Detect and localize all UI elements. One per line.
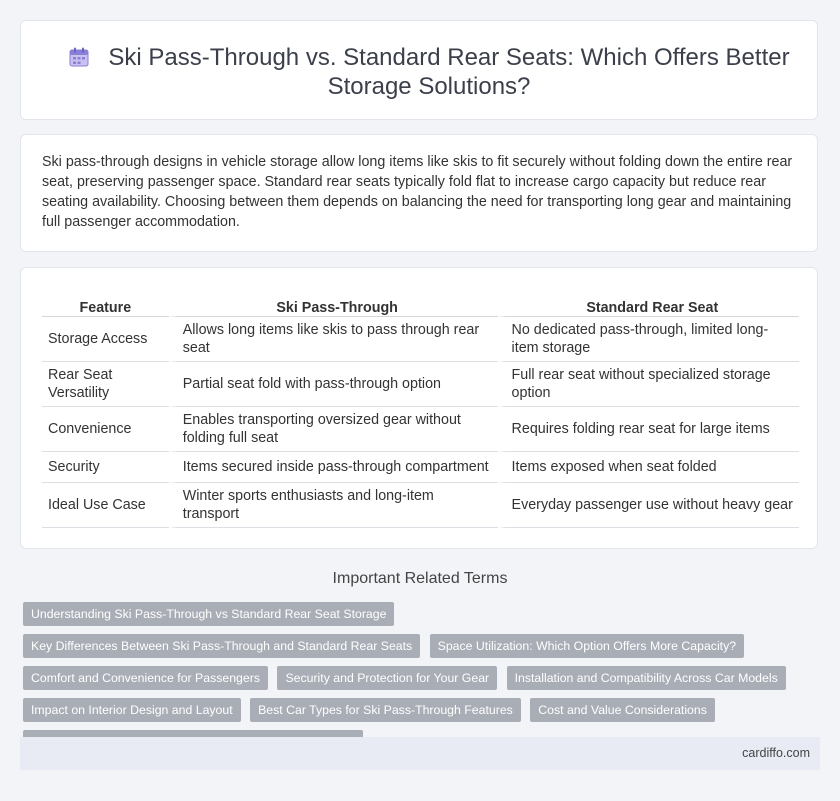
related-term-tag[interactable]: Cost and Value Considerations (530, 698, 715, 722)
related-term-tag[interactable]: Security and Protection for Your Gear (277, 666, 497, 690)
table-row (42, 317, 799, 362)
table-cell: Partial seat fold with pass-through option (169, 362, 498, 407)
table-cell: Convenience (42, 407, 169, 452)
table-cell: Enables transporting oversized gear without folding full seat (169, 407, 498, 452)
related-term-tag[interactable]: Impact on Interior Design and Layout (23, 698, 241, 722)
related-term-tag[interactable]: Comfort and Convenience for Passengers (23, 666, 268, 690)
footer-site-link[interactable]: cardiffo.com (742, 746, 810, 760)
table-cell: Requires folding rear seat for large items (498, 407, 799, 452)
related-term-tag[interactable]: Key Differences Between Ski Pass-Through and Standard Rear Seats (23, 634, 420, 658)
table-cell: Rear Seat Versatility (42, 362, 169, 407)
table-cell: Allows long items like skis to pass through rear seat (169, 317, 498, 362)
header-feature: Feature (42, 294, 169, 317)
calendar-icon (68, 46, 90, 68)
table-cell: Security (42, 452, 169, 483)
table-cell: Ideal Use Case (42, 483, 169, 528)
header-standard-rear-seat: Standard Rear Seat (498, 294, 799, 317)
table-header-row (42, 294, 799, 317)
table-row (42, 362, 799, 407)
related-term-tag[interactable]: Installation and Compatibility Across Car Models (507, 666, 786, 690)
title-card (20, 20, 818, 120)
related-term-tag[interactable]: Space Utilization: Which Option Offers More Capacity? (430, 634, 744, 658)
table-row (42, 407, 799, 452)
table-row (42, 483, 799, 528)
table-cell: No dedicated pass-through, limited long-item storage (498, 317, 799, 362)
related-term-tag[interactable]: Best Car Types for Ski Pass-Through Features (250, 698, 521, 722)
footer (20, 737, 820, 770)
header-ski-pass-through: Ski Pass-Through (169, 294, 498, 317)
comparison-table (42, 294, 799, 528)
comparison-card (20, 267, 818, 549)
title-wrap (61, 43, 797, 101)
related-term-tag[interactable]: Understanding Ski Pass-Through vs Standard Rear Seat Storage (23, 602, 394, 626)
table-cell: Everyday passenger use without heavy gear (498, 483, 799, 528)
related-terms-title: Important Related Terms (332, 570, 508, 587)
intro-card (20, 134, 818, 252)
page-title: Ski Pass-Through vs. Standard Rear Seats: Which Offers Better Storage Solutions? (108, 44, 790, 100)
table-cell: Full rear seat without specialized storage option (498, 362, 799, 407)
table-row (42, 452, 799, 483)
intro-paragraph: Ski pass-through designs in vehicle storage allow long items like skis to fit securely without folding down the entire rear seat, preserving passenger space. Standard rear seats typically fold flat to increase cargo capacity but reduce rear seating availability. Choosing between them depends on balancing the need for transporting long gear and maintaining full passenger accommodation. (42, 154, 793, 230)
table-cell: Items exposed when seat folded (498, 452, 799, 483)
table-cell: Winter sports enthusiasts and long-item transport (169, 483, 498, 528)
table-cell: Storage Access (42, 317, 169, 362)
table-cell: Items secured inside pass-through compartment (169, 452, 498, 483)
